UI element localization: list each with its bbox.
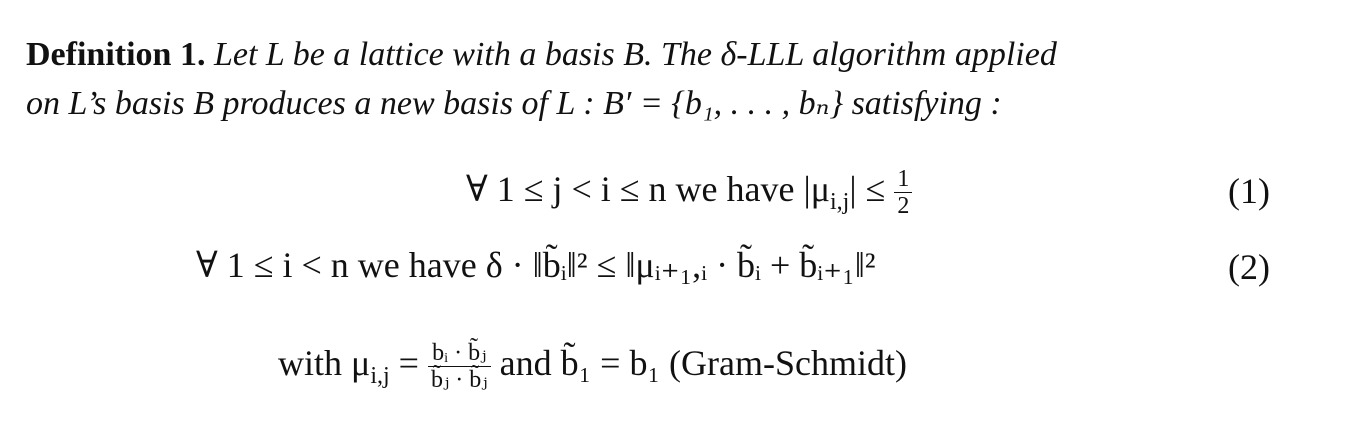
definition-line-2: on L’s basis B produces a new basis of L : B′ = {b₁, . . . , bₙ} satisfying : bbox=[26, 85, 1002, 122]
definition-line-1 bbox=[26, 30, 1326, 79]
definition-heading: Definition 1. bbox=[26, 36, 206, 73]
with-clause-pre: with μ bbox=[278, 342, 371, 383]
with-clause-sub: i,j bbox=[370, 362, 390, 389]
fraction-numerator: 1 bbox=[894, 166, 912, 193]
gs-fraction-numerator: bᵢ · b̃ⱼ bbox=[428, 340, 491, 367]
with-clause bbox=[278, 340, 907, 393]
gram-schmidt-fraction bbox=[428, 340, 491, 393]
equation-1-fraction bbox=[894, 166, 912, 219]
equation-2-number: (2) bbox=[1228, 247, 1270, 287]
equation-1-post: | ≤ bbox=[849, 168, 886, 209]
definition-paragraph bbox=[26, 30, 1326, 128]
equation-1 bbox=[466, 166, 912, 219]
fraction-denominator: 2 bbox=[897, 193, 910, 219]
equation-2-text: ∀ 1 ≤ i < n we have δ · ‖b̃ᵢ‖² ≤ ‖μᵢ₊₁,ᵢ · b̃ᵢ + b̃ᵢ₊₁‖² bbox=[196, 245, 876, 285]
equation-2 bbox=[196, 244, 876, 286]
equation-1-sub: i,j bbox=[830, 188, 850, 215]
with-clause-eq: = bbox=[389, 342, 428, 383]
equation-1-number: (1) bbox=[1228, 171, 1270, 211]
equation-1-text: ∀ 1 ≤ j < i ≤ n we have |μ bbox=[466, 168, 830, 209]
definition-text-1: Let L be a lattice with a basis B. The δ-LLL algorithm applied bbox=[213, 36, 1057, 73]
gs-fraction-denominator: b̃ⱼ · b̃ⱼ bbox=[430, 367, 488, 393]
with-clause-post: and b̃₁ = b₁ (Gram-Schmidt) bbox=[499, 342, 907, 383]
